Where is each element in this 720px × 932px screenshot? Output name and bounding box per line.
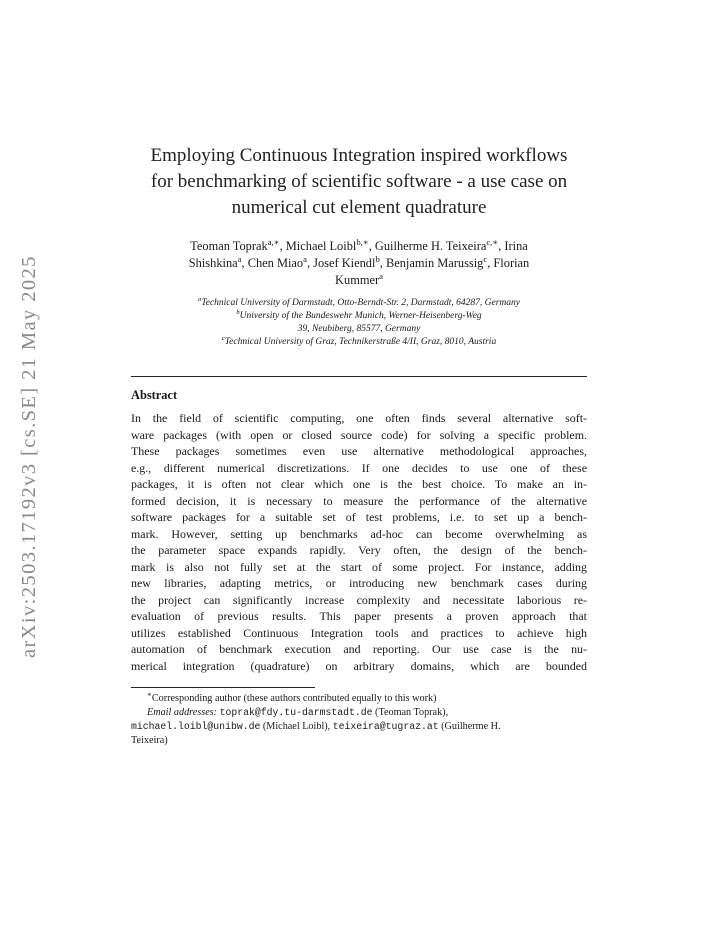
author-name: , Florian bbox=[487, 256, 530, 270]
affiliation-list bbox=[131, 297, 587, 349]
email-link[interactable]: toprak@fdy.tu-darmstadt.de bbox=[219, 707, 373, 718]
footnotes bbox=[131, 692, 587, 748]
author-name: Kummer bbox=[335, 273, 380, 287]
affiliation-line bbox=[131, 297, 587, 310]
affiliation-text: 39, Neubiberg, 85577, Germany bbox=[297, 324, 421, 334]
abstract-line: utilizes established Continuous Integration tools and practices to achieve high bbox=[131, 625, 587, 640]
email-link[interactable]: michael.loibl@unibw.de bbox=[131, 721, 261, 732]
abstract-heading: Abstract bbox=[131, 388, 178, 402]
title-line: for benchmarking of scientific software - a use case on bbox=[150, 171, 568, 192]
email-note-continued: Teixeira) bbox=[131, 735, 168, 746]
author-mark: a bbox=[303, 253, 307, 264]
abstract-line: new libraries, adapting metrics, or introducing new benchmark cases during bbox=[131, 576, 587, 590]
corresponding-author-note bbox=[131, 692, 587, 706]
email-note-continued bbox=[131, 720, 587, 734]
abstract-line: e.g., different numerical discretizations. If one decides to use one of these bbox=[131, 460, 587, 475]
author-name: , Benjamin Marussig bbox=[379, 256, 484, 270]
author-mark: a bbox=[379, 270, 383, 281]
abstract-line: evaluation of previous results. This paper presents a proven approach that bbox=[131, 609, 587, 623]
title-line: numerical cut element quadrature bbox=[231, 197, 487, 218]
footnote-mark: ∗ bbox=[147, 690, 152, 699]
email-owner: (Teoman Toprak), bbox=[372, 707, 449, 718]
abstract-line: ware packages (with open or closed source code) for solving a specific problem. bbox=[131, 427, 587, 442]
abstract-line: mark. However, setting up benchmarks ad-hoc can become overwhelming as bbox=[131, 526, 587, 541]
email-owner: (Michael Loibl), bbox=[260, 721, 333, 732]
author-name: , Michael Loibl bbox=[279, 239, 357, 253]
affiliation-line bbox=[131, 310, 587, 323]
abstract-line: mark is also not fully set at the start of some project. For instance, adding bbox=[131, 559, 587, 574]
author-name: , Guilherme H. Teixeira bbox=[368, 239, 487, 253]
abstract-text bbox=[131, 410, 587, 674]
first-page-content bbox=[131, 143, 587, 748]
affiliation-mark: a bbox=[197, 295, 202, 303]
abstract-line: formed decision, it is necessary to measure the performance of the alternative bbox=[131, 493, 587, 508]
abstract-line: These packages sometimes even use alternative methodological approaches, bbox=[131, 444, 587, 458]
affiliation-mark: b bbox=[236, 308, 240, 316]
author-name: , Chen Miao bbox=[241, 256, 304, 270]
author-mark: a,∗ bbox=[267, 236, 280, 247]
author-mark: c,∗ bbox=[486, 236, 499, 247]
author-list bbox=[131, 238, 587, 289]
author-mark: c bbox=[483, 253, 488, 264]
email-note bbox=[131, 706, 587, 720]
author-mark: b bbox=[375, 253, 380, 264]
affiliation-text: University of the Bundeswehr Munich, Werner-Heisenberg-Weg bbox=[239, 311, 482, 321]
affiliation-text: Technical University of Graz, Technikerstraße 4/II, Graz, 8010, Austria bbox=[224, 337, 497, 347]
affiliation-line bbox=[131, 336, 587, 349]
author-name: , Irina bbox=[498, 239, 528, 253]
author-mark: a bbox=[237, 253, 242, 264]
affiliation-mark: c bbox=[221, 334, 225, 342]
affiliation-line bbox=[131, 323, 587, 336]
author-mark: b,∗ bbox=[356, 236, 369, 247]
affiliation-text: Technical University of Darmstadt, Otto-Berndt-Str. 2, Darmstadt, 64287, Germany bbox=[201, 298, 520, 308]
abstract-divider bbox=[131, 376, 587, 377]
abstract-line: merical integration (quadrature) on arbitrary domains, which are bounded bbox=[131, 658, 587, 673]
author-name: Shishkina bbox=[188, 256, 238, 270]
footnote-divider bbox=[131, 687, 315, 688]
abstract-line: the project can significantly increase complexity and necessitate laborious re- bbox=[131, 592, 587, 607]
abstract-line: the parameter space expands rapidly. Very often, the design of the bench- bbox=[131, 543, 587, 557]
paper-title bbox=[131, 143, 587, 221]
author-name: Teoman Toprak bbox=[190, 239, 268, 253]
author-name: , Josef Kiendl bbox=[306, 256, 376, 270]
title-line: Employing Continuous Integration inspired workflows bbox=[150, 145, 568, 166]
email-link[interactable]: teixeira@tugraz.at bbox=[332, 721, 439, 732]
email-label: Email addresses: bbox=[147, 707, 218, 718]
footnote-text: Corresponding author (these authors contributed equally to this work) bbox=[151, 693, 437, 704]
abstract-line: packages, it is often not clear which one is the best choice. To make an in- bbox=[131, 477, 587, 491]
abstract-line: software packages for a suitable set of test problems, i.e. to set up a bench- bbox=[131, 510, 587, 524]
arxiv-identifier-stamp: arXiv:2503.17192v3 [cs.SE] 21 May 2025 bbox=[18, 255, 40, 658]
abstract-line: automation of benchmark execution and reporting. Our use case is the nu- bbox=[131, 642, 587, 656]
abstract-line: In the field of scientific computing, one often finds several alternative soft- bbox=[131, 411, 587, 425]
email-owner: (Guilherme H. bbox=[438, 721, 501, 732]
